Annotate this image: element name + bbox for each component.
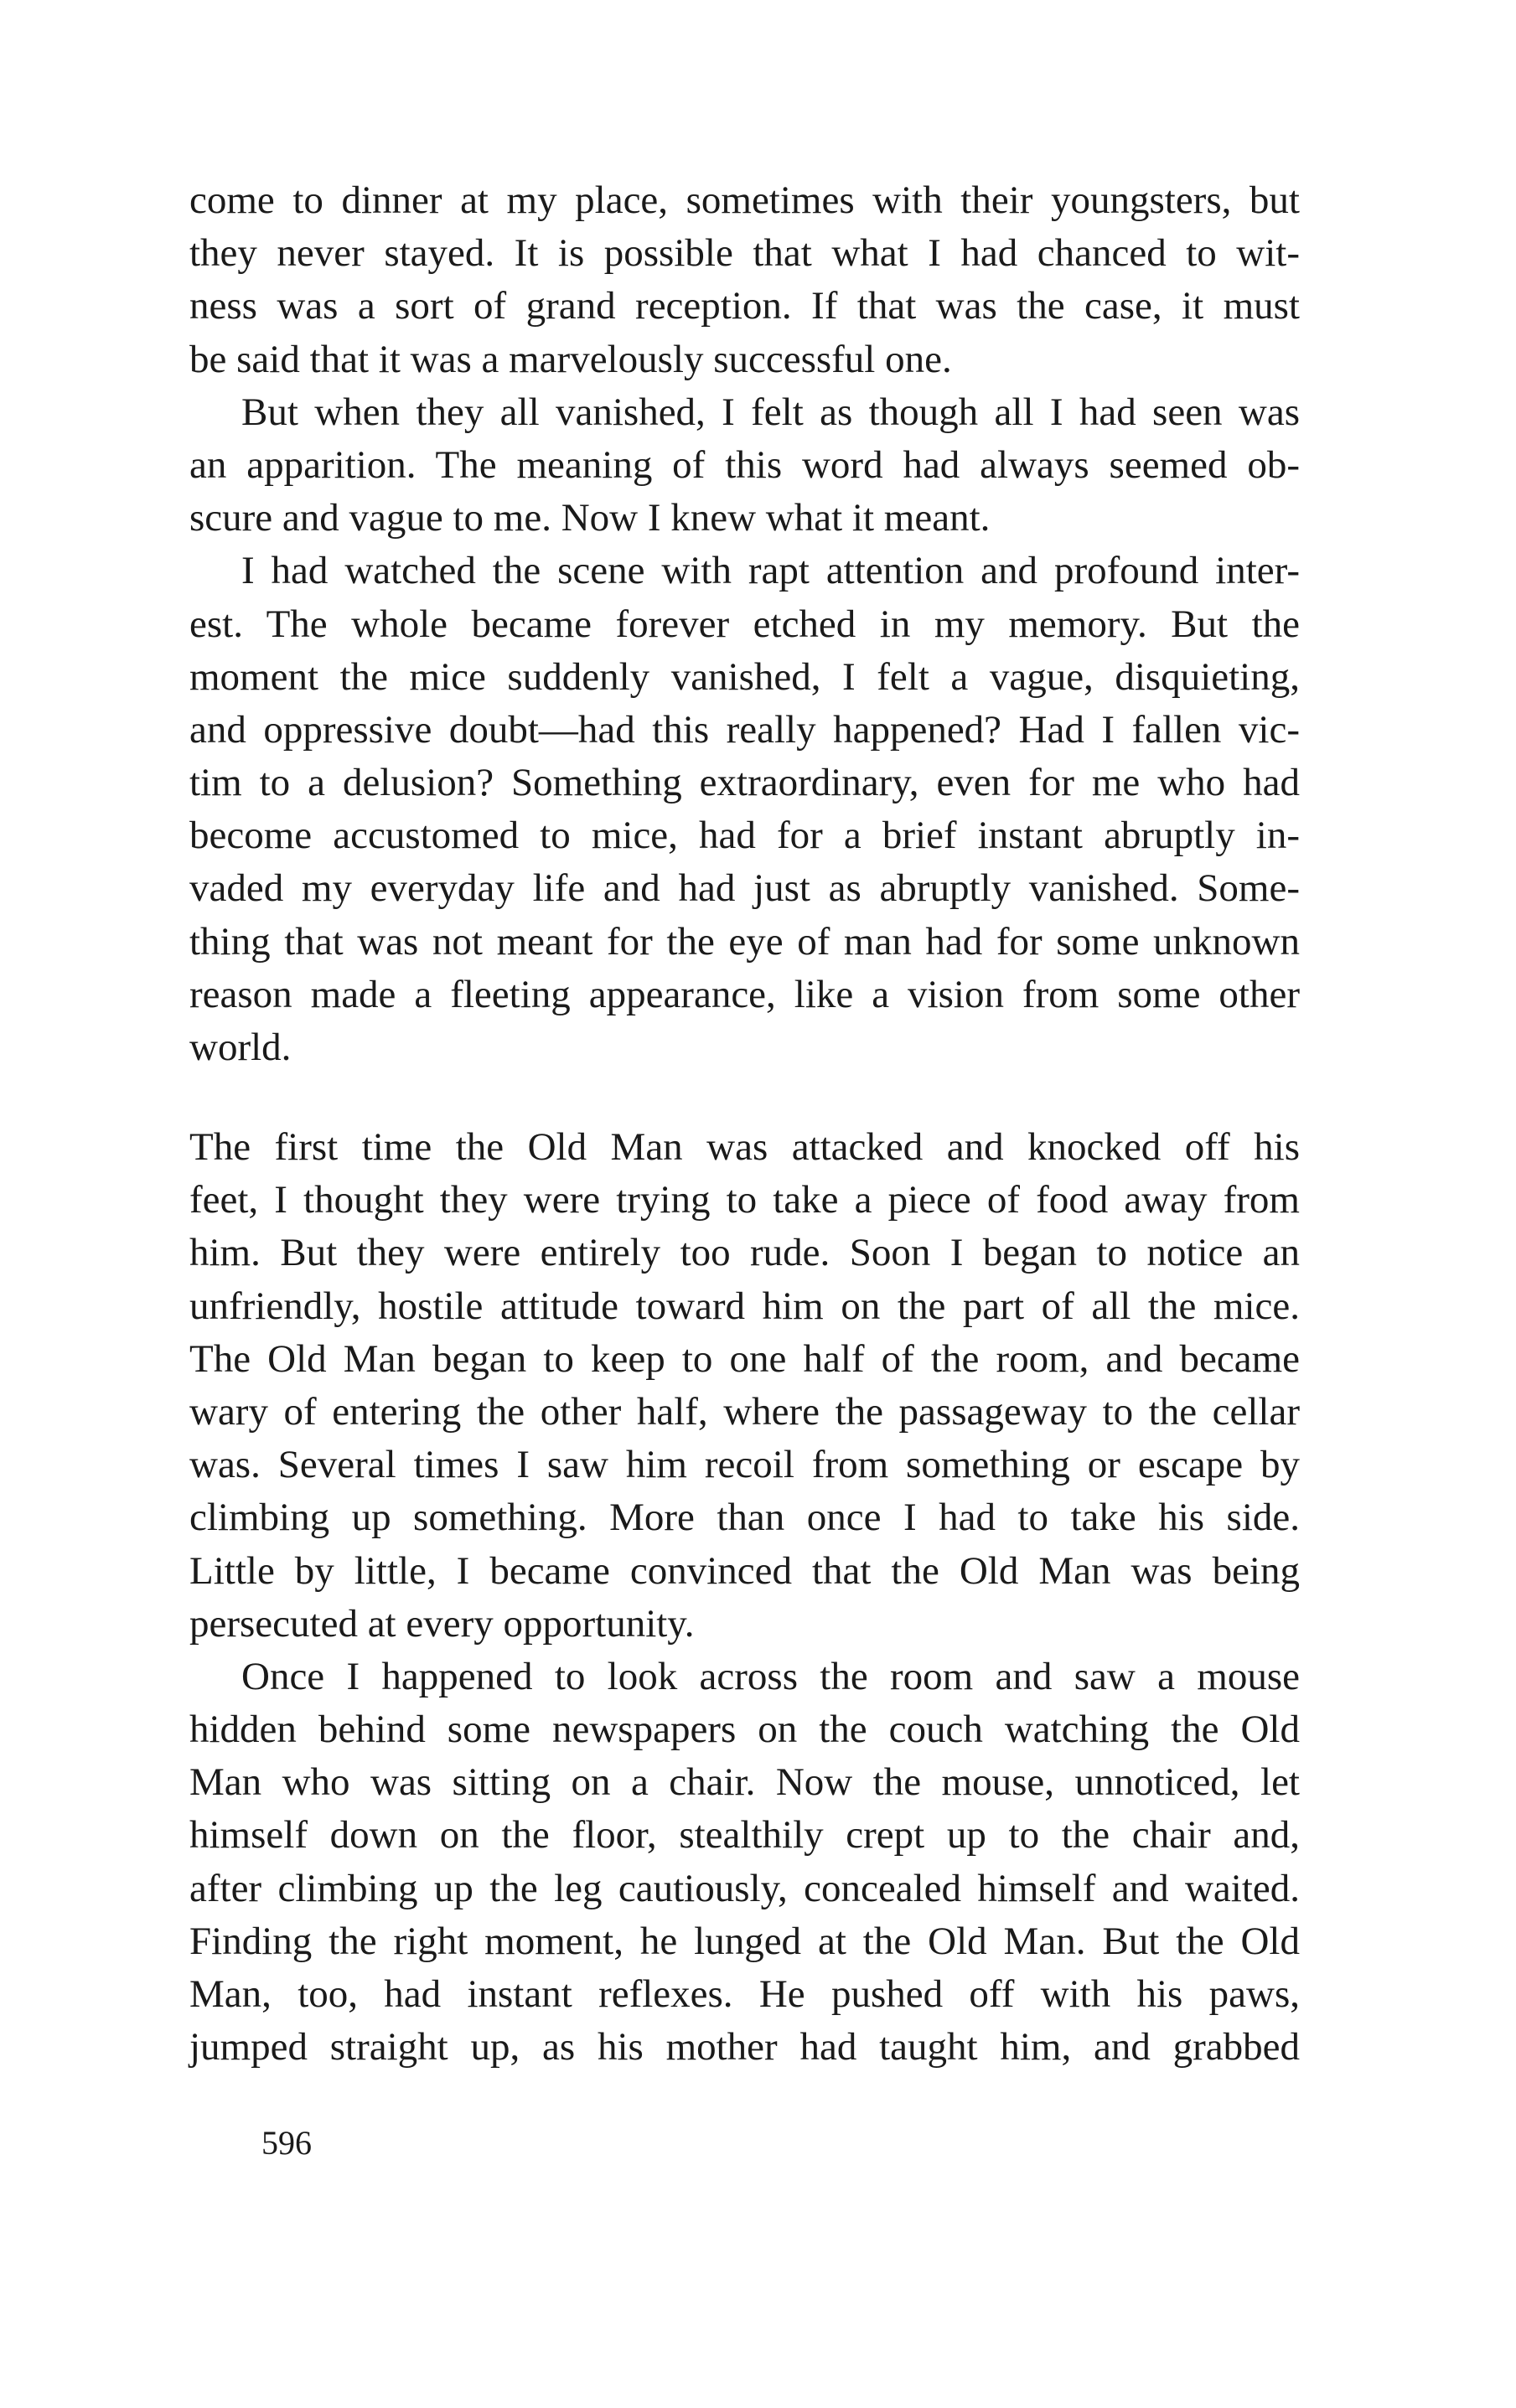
text-line: world. <box>189 1026 292 1069</box>
paragraph <box>189 386 1300 545</box>
text-line: thing that was not meant for the eye of man had for some unknown <box>189 919 1300 964</box>
text-line: himself down on the floor, stealthily crept up to the chair and, <box>189 1813 1300 1858</box>
text-line: reason made a fleeting appearance, like a vision from some other <box>189 972 1300 1016</box>
text-line: The Old Man began to keep to one half of the room, and became <box>189 1336 1300 1381</box>
page-number: 596 <box>261 2124 312 2162</box>
text-line: vaded my everyday life and had just as abruptly vanished. Some- <box>189 866 1300 911</box>
paragraph <box>189 174 1300 386</box>
paragraph <box>189 1651 1300 2075</box>
text-line: est. The whole became forever etched in my memory. But the <box>189 602 1300 646</box>
text-line: tim to a delusion? Something extraordinary, even for me who had <box>189 761 1300 805</box>
text-line: him. But they were entirely too rude. Soon I began to notice an <box>189 1231 1300 1275</box>
text-line: after climbing up the leg cautiously, concealed himself and waited. <box>189 1866 1300 1910</box>
text-line: moment the mice suddenly vanished, I felt a vague, disquieting, <box>189 654 1300 699</box>
text-section-2 <box>189 1121 1300 2074</box>
text-line: Finding the right moment, he lunged at the Old Man. But the Old <box>189 1919 1300 1963</box>
text-line: they never stayed. It is possible that what I had chanced to wit- <box>189 231 1300 276</box>
text-line: Man, too, had instant reflexes. He pushed off with his paws, <box>189 1972 1300 2016</box>
text-line: Once I happened to look across the room and saw a mouse <box>241 1654 1300 1698</box>
text-line: scure and vague to me. Now I knew what it meant. <box>189 496 991 540</box>
text-line: climbing up something. More than once I had to take his side. <box>189 1496 1300 1540</box>
text-line: The first time the Old Man was attacked and knocked off his <box>189 1125 1300 1169</box>
text-line: was. Several times I saw him recoil from something or escape by <box>189 1443 1300 1487</box>
text-line: jumped straight up, as his mother had taught him, and grabbed <box>189 2025 1300 2070</box>
text-line: Man who was sitting on a chair. Now the mouse, unnoticed, let <box>189 1760 1300 1805</box>
text-line: I had watched the scene with rapt attention and profound inter- <box>241 549 1300 593</box>
text-line: ness was a sort of grand reception. If that was the case, it must <box>189 284 1300 328</box>
text-line: persecuted at every opportunity. <box>189 1601 695 1646</box>
text-line: come to dinner at my place, sometimes with their youngsters, but <box>189 178 1300 222</box>
text-line: wary of entering the other half, where the passageway to the cellar <box>189 1389 1300 1434</box>
text-line: an apparition. The meaning of this word had always seemed ob- <box>189 442 1300 487</box>
paragraph <box>189 1121 1300 1651</box>
text-line: unfriendly, hostile attitude toward him on the part of all the mice. <box>189 1284 1300 1328</box>
text-line: Little by little, I became convinced that the Old Man was being <box>189 1548 1300 1593</box>
text-line: be said that it was a marvelously successful one. <box>189 337 952 381</box>
text-section-1 <box>189 174 1300 1074</box>
text-line: But when they all vanished, I felt as though all I had seen was <box>241 390 1300 434</box>
text-line: and oppressive doubt—had this really happened? Had I fallen vic- <box>189 707 1300 752</box>
paragraph <box>189 545 1300 1074</box>
text-line: hidden behind some newspapers on the couch watching the Old <box>189 1708 1300 1752</box>
text-line: feet, I thought they were trying to take a piece of food away from <box>189 1178 1300 1222</box>
text-line: become accustomed to mice, had for a brief instant abruptly in- <box>189 814 1300 858</box>
